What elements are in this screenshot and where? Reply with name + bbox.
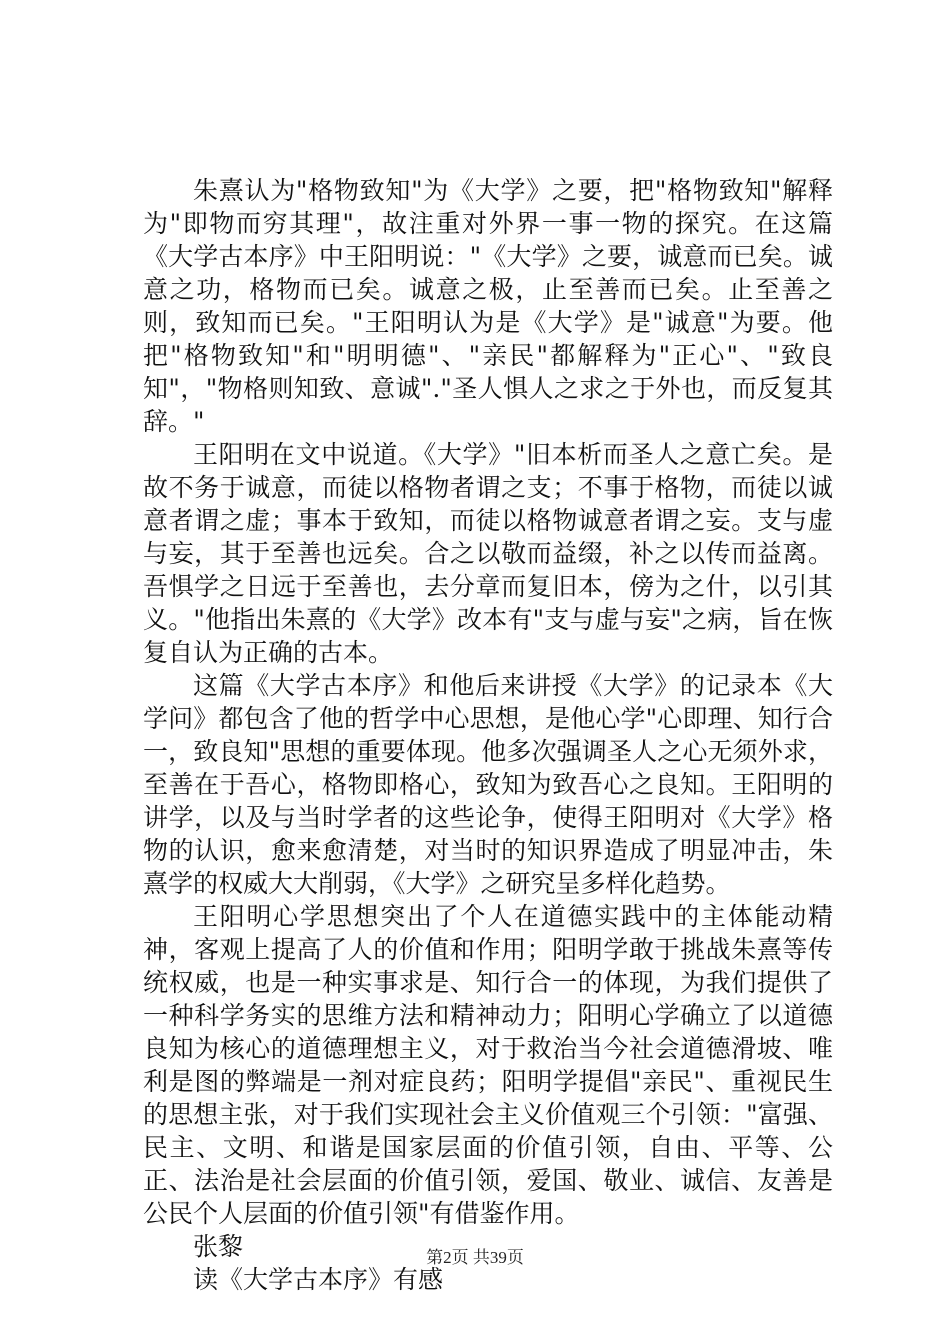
paragraph-3: 这篇《大学古本序》和他后来讲授《大学》的记录本《大学问》都包含了他的哲学中心思想，是他心学"心即理、知行合一，致良知"思想的重要体现。他多次强调圣人之心无须外求，至善在于吾心，格物即格心，致知为致吾心之良知。王阳明的讲学，以及与当时学者的这些论争，使得王阳明对《大学》格物的认识，愈来愈清楚，对当时的知识界造成了明显冲击，朱熹学的权威大大削弱，《大学》之研究呈多样化趋势。 bbox=[143, 671, 833, 898]
essay-title-line: 读《大学古本序》有感 bbox=[193, 1265, 444, 1294]
document-body bbox=[143, 174, 833, 1296]
paragraph-1: 朱熹认为"格物致知"为《大学》之要，把"格物致知"解释为"即物而穷其理"，故注重对外界一事一物的探究。在这篇《大学古本序》中王阳明说："《大学》之要，诚意而已矣。诚意之功，格物而已矣。诚意之极，止至善而已矣。止至善之则，致知而已矣。"王阳明认为是《大学》是"诚意"为要。他把"格物致知"和"明明德"、"亲民"都解释为"正心"、"致良知"，"物格则知致、意诚"."圣人惧人之求之于外也，而反复其辞。" bbox=[143, 176, 833, 436]
paragraph-4: 王阳明心学思想突出了个人在道德实践中的主体能动精神，客观上提高了人的价值和作用；阳明学敢于挑战朱熹等传统权威，也是一种实事求是、知行合一的体现，为我们提供了一种科学务实的思维方法和精神动力；阳明心学确立了以道德良知为核心的道德理想主义，对于救治当今社会道德滑坡、唯利是图的弊端是一剂对症良药；阳明学提倡"亲民"、重视民生的思想主张，对于我们实现社会主义价值观三个引领："富强、民主、文明、和谐是国家层面的价值引领，自由、平等、公正、法治是社会层面的价值引领，爱国、敬业、诚信、友善是公民个人层面的价值引领"有借鉴作用。 bbox=[143, 902, 833, 1228]
author-name: 张黎 bbox=[193, 1232, 244, 1261]
page-number-footer: 第2页 共39页 bbox=[426, 1248, 524, 1267]
paragraph-2: 王阳明在文中说道。《大学》"旧本析而圣人之意亡矣。是故不务于诚意，而徒以格物者谓之支；不事于格物，而徒以诚意者谓之虚；事本于致知，而徒以格物诚意者谓之妄。支与虚与妄，其于至善也远矣。合之以敬而益缀，补之以传而益离。吾惧学之日远于至善也，去分章而复旧本，傍为之什，以引其义。"他指出朱熹的《大学》改本有"支与虚与妄"之病，旨在恢复自认为正确的古本。 bbox=[143, 440, 833, 667]
